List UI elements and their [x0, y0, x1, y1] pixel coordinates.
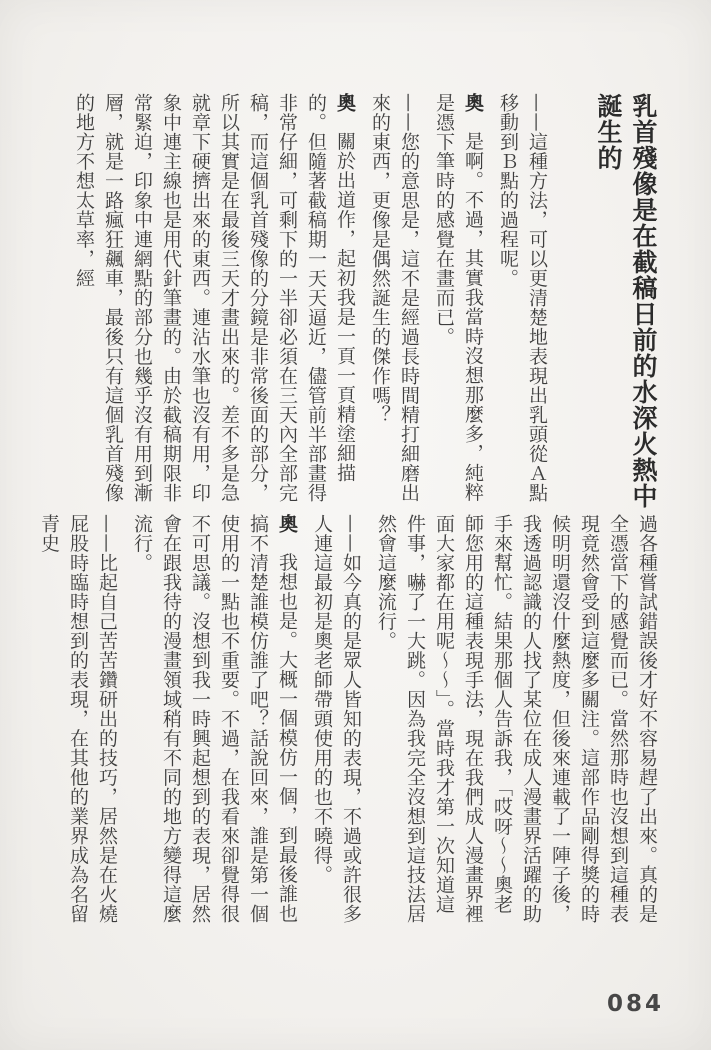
paragraph-question: ——比起自己苦苦鑽研出的技巧，居然是在火燒屁股時臨時想到的表現，在其他的業界成為名留青史 [38, 514, 118, 924]
paragraph-question: ——這種方法，可以更清楚地表現出乳頭從Ａ點移動到Ｂ點的過程呢。 [497, 93, 548, 503]
paragraph-question: ——您的意思是，這不是經過長時間精打細磨出來的東西，更像是偶然誕生的傑作嗎？ [369, 93, 420, 503]
paragraph-answer [429, 93, 487, 512]
paragraph-question: ——如今真的是眾人皆知的表現，不過或許很多人連這最初是奧老師帶頭使用的也不曉得。 [311, 514, 362, 924]
article-title-line-1: 乳首殘像是在截稿日前的水深火熱中 [629, 93, 658, 509]
paragraph-text: 關於出道作，起初我是一頁一頁精塗細描的。但隨著截稿期一天天逼近，儘管前半部畫得非常仔細，可剩下的一半卻必須在三天內全部完稿，而這個乳首殘像的分鏡是非常後面的部分，所以其實是在最後三天才畫出來的。差不多是急就章下硬擠出來的東西。連沾水筆也沒有用，印象中連主線也是用代針筆畫的。由於截稿期限非常緊迫，印象中連網點的部分也幾乎沒有用到漸層，就是一路瘋狂飆車，最後只有這個乳首殘像的地方不想太草率，經 [73, 93, 356, 503]
paragraph-continuation: 過各種嘗試錯誤後才好不容易趕了出來。真的是全憑當下的感覺而已。當然那時也沒想到這種表現竟然會受到這麼多關注。這部作品剛得獎的時候明明還沒什麼熱度，但後來連載了一陣子後，我透過認識的人找了某位在成人漫畫界活躍的助手來幫忙。結果那個人告訴我，「哎呀～～奧老師您用的這種表現手法，現在我們成人漫畫界裡面大家都在用呢～～」。當時我才第一次知道這件事，嚇了一大跳。因為我完全沒想到這技法居然會這麼流行。 [375, 514, 658, 924]
bottom-text-section [38, 514, 661, 933]
speaker-label: 奧 [276, 514, 298, 534]
top-text-section [73, 93, 661, 512]
paragraph-answer [127, 514, 301, 933]
speaker-label: 奧 [334, 93, 356, 113]
speaker-label: 奧 [462, 93, 484, 113]
paragraph-text: 是啊。不過，其實我當時沒想那麼多，純粹是憑下筆時的感覺在畫而已。 [433, 93, 484, 502]
article-title [591, 93, 661, 512]
paragraph-answer [69, 93, 359, 512]
article-title-line-2: 誕生的 [594, 93, 623, 171]
bottom-paragraphs [34, 514, 661, 933]
page-number: 084 [607, 991, 665, 1017]
top-paragraphs [69, 93, 551, 512]
paragraph-text: 我想也是。大概一個模仿一個，到最後誰也搞不清楚誰模仿誰了吧？話說回來，誰是第一個使用的一點也不重要。不過，在我看來卻覺得很不可思議。沒想到我一時興起想到的表現，居然會在跟我待的漫畫領域稍有不同的地方變得這麼流行。 [131, 514, 298, 924]
